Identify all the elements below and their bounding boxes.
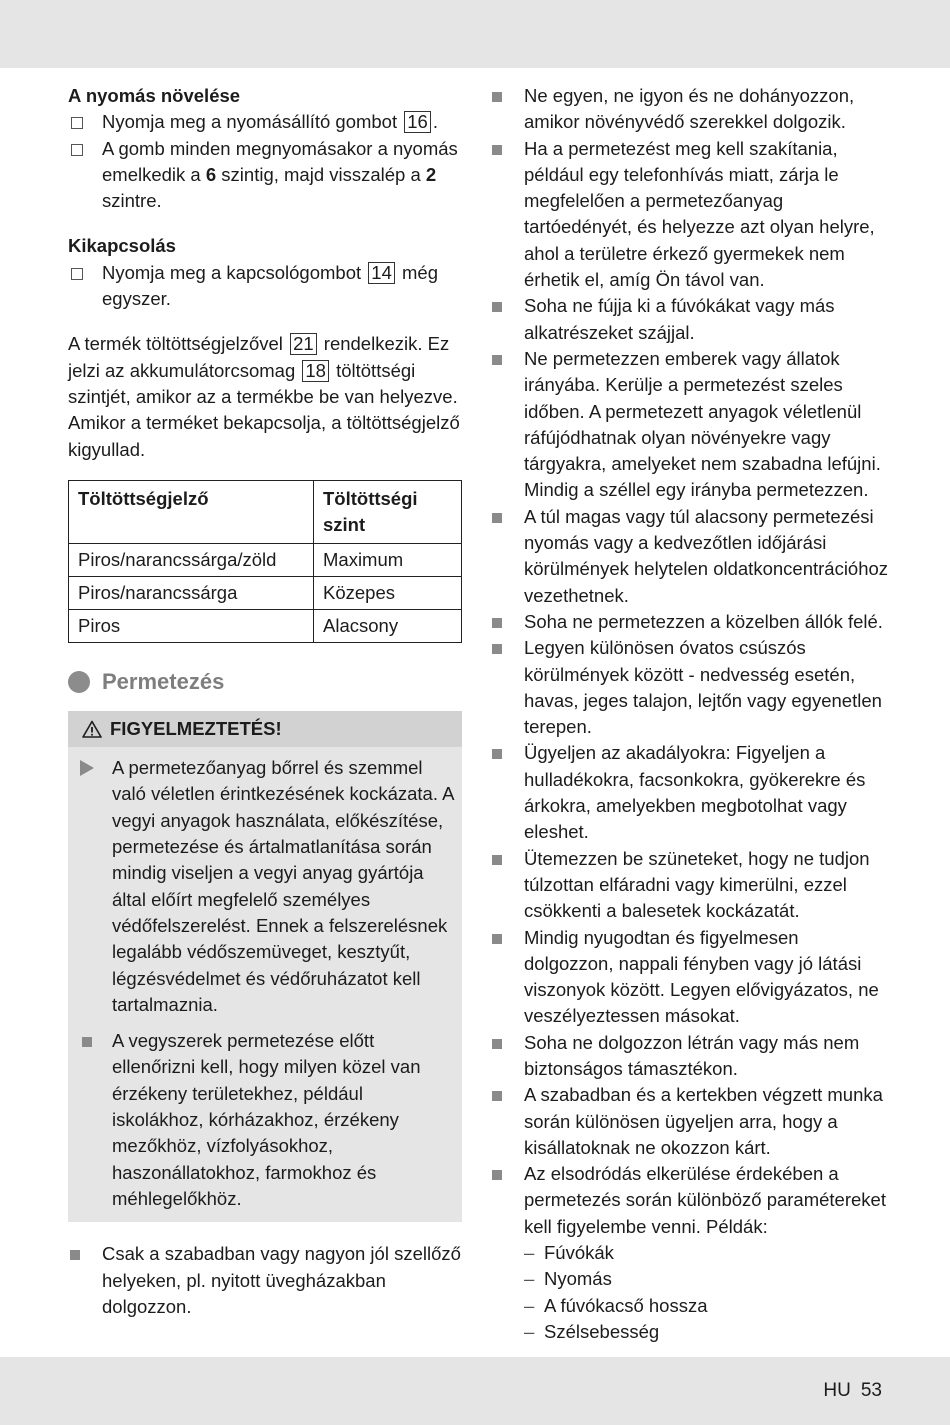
- arrow-right-icon: [80, 755, 114, 783]
- square-bullet-icon: [490, 346, 524, 372]
- header-band: [0, 0, 950, 68]
- table-row: [69, 609, 462, 642]
- square-bullet-icon: [490, 293, 524, 319]
- dash-icon: –: [524, 1320, 535, 1342]
- list-item: Az elsodródás elkerülése érdekében a permetezés során különböző paramétereket kell figyelembe venni. Példák:: [490, 1161, 890, 1240]
- table-row: [69, 576, 462, 609]
- table-cell: Közepes: [314, 576, 462, 609]
- dash-item: – Nyomás: [524, 1266, 890, 1292]
- square-bullet-icon: [490, 846, 524, 872]
- dash-item: – A fúvókacső hossza: [524, 1293, 890, 1319]
- list-item: Mindig nyugodtan és figyelmesen dolgozzon, nappali fényben vagy jó látási viszonyok között. Legyen elővigyázatos, ne veszélyeztessen másokat.: [490, 925, 890, 1030]
- dash-icon: –: [524, 1268, 535, 1290]
- warning-box: [68, 711, 462, 1222]
- part-ref: 18: [302, 360, 329, 382]
- table-header: Töltöttségi szint: [314, 480, 462, 543]
- square-bullet-icon: [80, 1028, 114, 1054]
- dash-item: – Szélsebesség: [524, 1319, 890, 1345]
- parameter-list: [490, 1240, 890, 1345]
- warning-triangle-icon: [82, 720, 102, 738]
- square-bullet-icon: [490, 635, 524, 661]
- table-cell: Piros/narancssárga: [69, 576, 314, 609]
- table-cell: Piros: [69, 609, 314, 642]
- list-item: Soha ne permetezzen a közelben állók felé.: [490, 609, 890, 635]
- list-item: Csak a szabadban vagy nagyon jól szellőző helyeken, pl. nyitott üvegházakban dolgozzon.: [68, 1241, 463, 1320]
- off-step-1: Nyomja meg a kapcsológombot 14 még egyszer.: [68, 260, 463, 313]
- pressure-heading: A nyomás növelése: [68, 85, 241, 106]
- language-code: HU: [823, 1380, 851, 1401]
- checkbox-icon: [68, 136, 102, 163]
- square-bullet-icon: [490, 925, 524, 951]
- charge-paragraph: A termék töltöttségjelzővel 21 rendelkezik. Ez jelzi az akkumulátorcsomag 18 töltöttségi szintjét, amikor az a termékbe be van helyezve. Amikor a terméket bekapcsolja, a töltöttségjelző kigyullad.: [68, 333, 460, 460]
- table-cell: Maximum: [314, 543, 462, 576]
- dash-icon: –: [524, 1242, 535, 1264]
- dash-item: – Fúvókák: [524, 1240, 890, 1266]
- list-item: A szabadban és a kertekben végzett munka során különösen ügyeljen arra, hogy a kisállatoknak ne okozzon kárt.: [490, 1082, 890, 1161]
- warning-item-2: A vegyszerek permetezése előtt ellenőrizni kell, hogy milyen közel van érzékeny területekhez, például iskolákhoz, kórházakhoz, érzékeny mezőkhöz, vízfolyásokhoz, haszonállatokhoz, farmokhoz és méhlegelőkhöz.: [68, 1028, 462, 1212]
- square-bullet-icon: [490, 504, 524, 530]
- list-item: Ne egyen, ne igyon és ne dohányozzon, amikor növényvédő szerekkel dolgozik.: [490, 83, 890, 136]
- table-cell: Piros/narancssárga/zöld: [69, 543, 314, 576]
- table-cell: Alacsony: [314, 609, 462, 642]
- section-title: Permetezés: [102, 668, 225, 694]
- section-heading: [68, 669, 463, 695]
- list-item: Ne permetezzen emberek vagy állatok irányába. Kerülje a permetezést szeles időben. A permetezett anyagok véletlenül ráfújódhatnak olyan növényekre vagy tárgyakra, amelyeket nem szabadna lefújni. Mindig a széllel egy irányba permetezzen.: [490, 346, 890, 504]
- square-bullet-icon: [68, 1241, 102, 1267]
- bullet-dot-icon: [68, 671, 90, 693]
- checkbox-icon: [68, 260, 102, 287]
- list-item: Ütemezzen be szüneteket, hogy ne tudjon túlzottan elfáradni vagy kimerülni, ezzel csökkenti a balesetek kockázatát.: [490, 846, 890, 925]
- footer-band: [0, 1357, 950, 1425]
- square-bullet-icon: [490, 1082, 524, 1108]
- warning-item-1: A permetezőanyag bőrrel és szemmel való véletlen érintkezésének kockázata. A vegyi anyagok használata, előkészítése, permetezése és ártalmatlanítása során mindig viseljen a vegyi anyag gyártója által előírt megfelelő személyes védőfelszerelést. Ennek a felszerelésnek legalább védőszemüveget, kesztyűt, légzésvédelmet és védőruházatot kell tartalmaznia.: [68, 755, 462, 1018]
- square-bullet-icon: [490, 1161, 524, 1187]
- off-heading: Kikapcsolás: [68, 235, 176, 257]
- page-footer: [813, 1380, 882, 1402]
- square-bullet-icon: [490, 83, 524, 109]
- part-ref: 14: [368, 262, 395, 284]
- warning-title: FIGYELMEZTETÉS!: [110, 718, 282, 739]
- square-bullet-icon: [490, 136, 524, 162]
- page-number: 53: [860, 1380, 882, 1401]
- list-item: Ha a permetezést meg kell szakítania, például egy telefonhívás miatt, zárja le megfelelően a permetezőanyag tartóedényét, és helyezze azt olyan helyre, ahol a területre érkező gyermekek nem érhetik el, amíg Ön távol van.: [490, 136, 890, 294]
- charge-level-table: [68, 480, 462, 643]
- warning-header: [68, 711, 462, 747]
- part-ref: 16: [404, 111, 431, 133]
- checkbox-icon: [68, 109, 102, 136]
- list-item: A túl magas vagy túl alacsony permetezési nyomás vagy a kedvezőtlen időjárási körülmények helytelen oldatkoncentrációhoz vezethetnek.: [490, 504, 890, 609]
- table-header: Töltöttségjelző: [69, 480, 314, 543]
- table-header-row: [69, 480, 462, 543]
- list-item: Legyen különösen óvatos csúszós körülmények között - nedvesség esetén, havas, jeges talajon, lejtőn vagy egyenetlen terepen.: [490, 635, 890, 740]
- square-bullet-icon: [490, 740, 524, 766]
- right-column: [490, 83, 890, 1345]
- list-item: Soha ne fújja ki a fúvókákat vagy más alkatrészeket szájjal.: [490, 293, 890, 346]
- list-item: Soha ne dolgozzon létrán vagy más nem biztonságos támasztékon.: [490, 1030, 890, 1083]
- square-bullet-icon: [490, 1030, 524, 1056]
- left-column: [68, 83, 463, 1320]
- dash-icon: –: [524, 1294, 535, 1316]
- square-bullet-icon: [490, 609, 524, 635]
- table-row: [69, 543, 462, 576]
- pressure-step-1: Nyomja meg a nyomásállító gombot 16 .: [68, 109, 463, 135]
- pressure-step-2: A gomb minden megnyomásakor a nyomás emelkedik a 6 szintig, majd visszalép a 2 szintre.: [68, 136, 463, 215]
- part-ref: 21: [290, 333, 317, 355]
- list-item: Ügyeljen az akadályokra: Figyeljen a hulladékokra, facsonkokra, gyökerekre és árkokra, amelyekben megbotolhat vagy eleshet.: [490, 740, 890, 845]
